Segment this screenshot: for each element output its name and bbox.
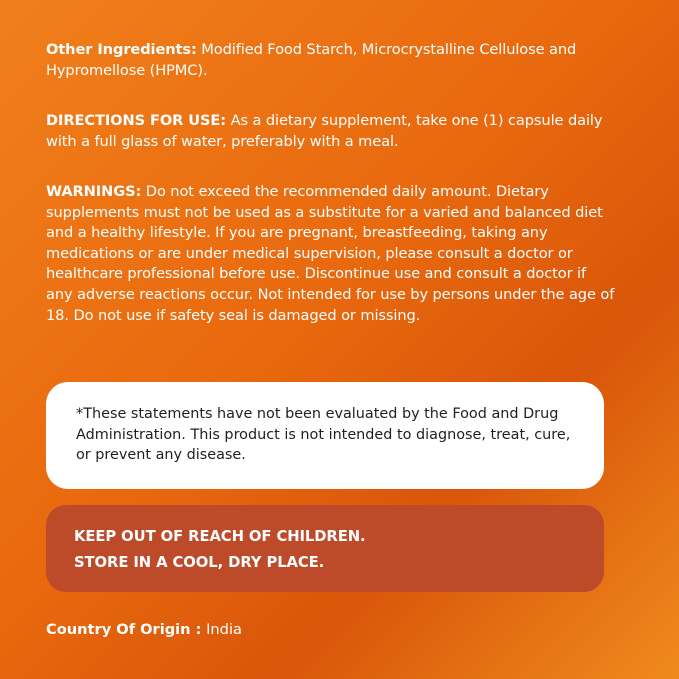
fda-disclaimer-box: [46, 382, 604, 489]
other-ingredients: [46, 40, 616, 81]
country-of-origin: [46, 620, 242, 640]
directions-for-use: [46, 111, 616, 152]
warnings: [46, 182, 616, 326]
storage-text: STORE IN A COOL, DRY PLACE.: [74, 554, 325, 571]
directions-text: As a dietary supplement, take one (1) capsule daily with a full glass of water, preferably with a meal.: [46, 112, 603, 150]
fda-disclaimer-text: *These statements have not been evaluated by the Food and Drug Administration. This product is not intended to diagnose, treat, cure, or prevent any disease.: [76, 406, 571, 464]
caution-box: [46, 505, 604, 592]
country-of-origin-label: Country Of Origin :: [46, 621, 202, 638]
other-ingredients-text: Modified Food Starch, Microcrystalline Cellulose and Hypromellose (HPMC).: [46, 41, 577, 79]
warnings-label: WARNINGS:: [46, 183, 142, 200]
warnings-text: Do not exceed the recommended daily amount. Dietary supplements must not be used as a substitute for a varied and balanced diet and a healthy lifestyle. If you are pregnant, breastfeeding, taking any medications or are under medical supervision, please consult a doctor or healthcare professional before use. Discontinue use and consult a doctor if any adverse reactions occur. Not intended for use by persons under the age of 18. Do not use if safety seal is damaged or missing.: [46, 183, 615, 324]
keep-out-of-reach-text: KEEP OUT OF REACH OF CHILDREN.: [74, 528, 366, 545]
directions-label: DIRECTIONS FOR USE:: [46, 112, 227, 129]
other-ingredients-label: Other Ingredients:: [46, 41, 197, 58]
country-of-origin-value: India: [201, 621, 242, 638]
